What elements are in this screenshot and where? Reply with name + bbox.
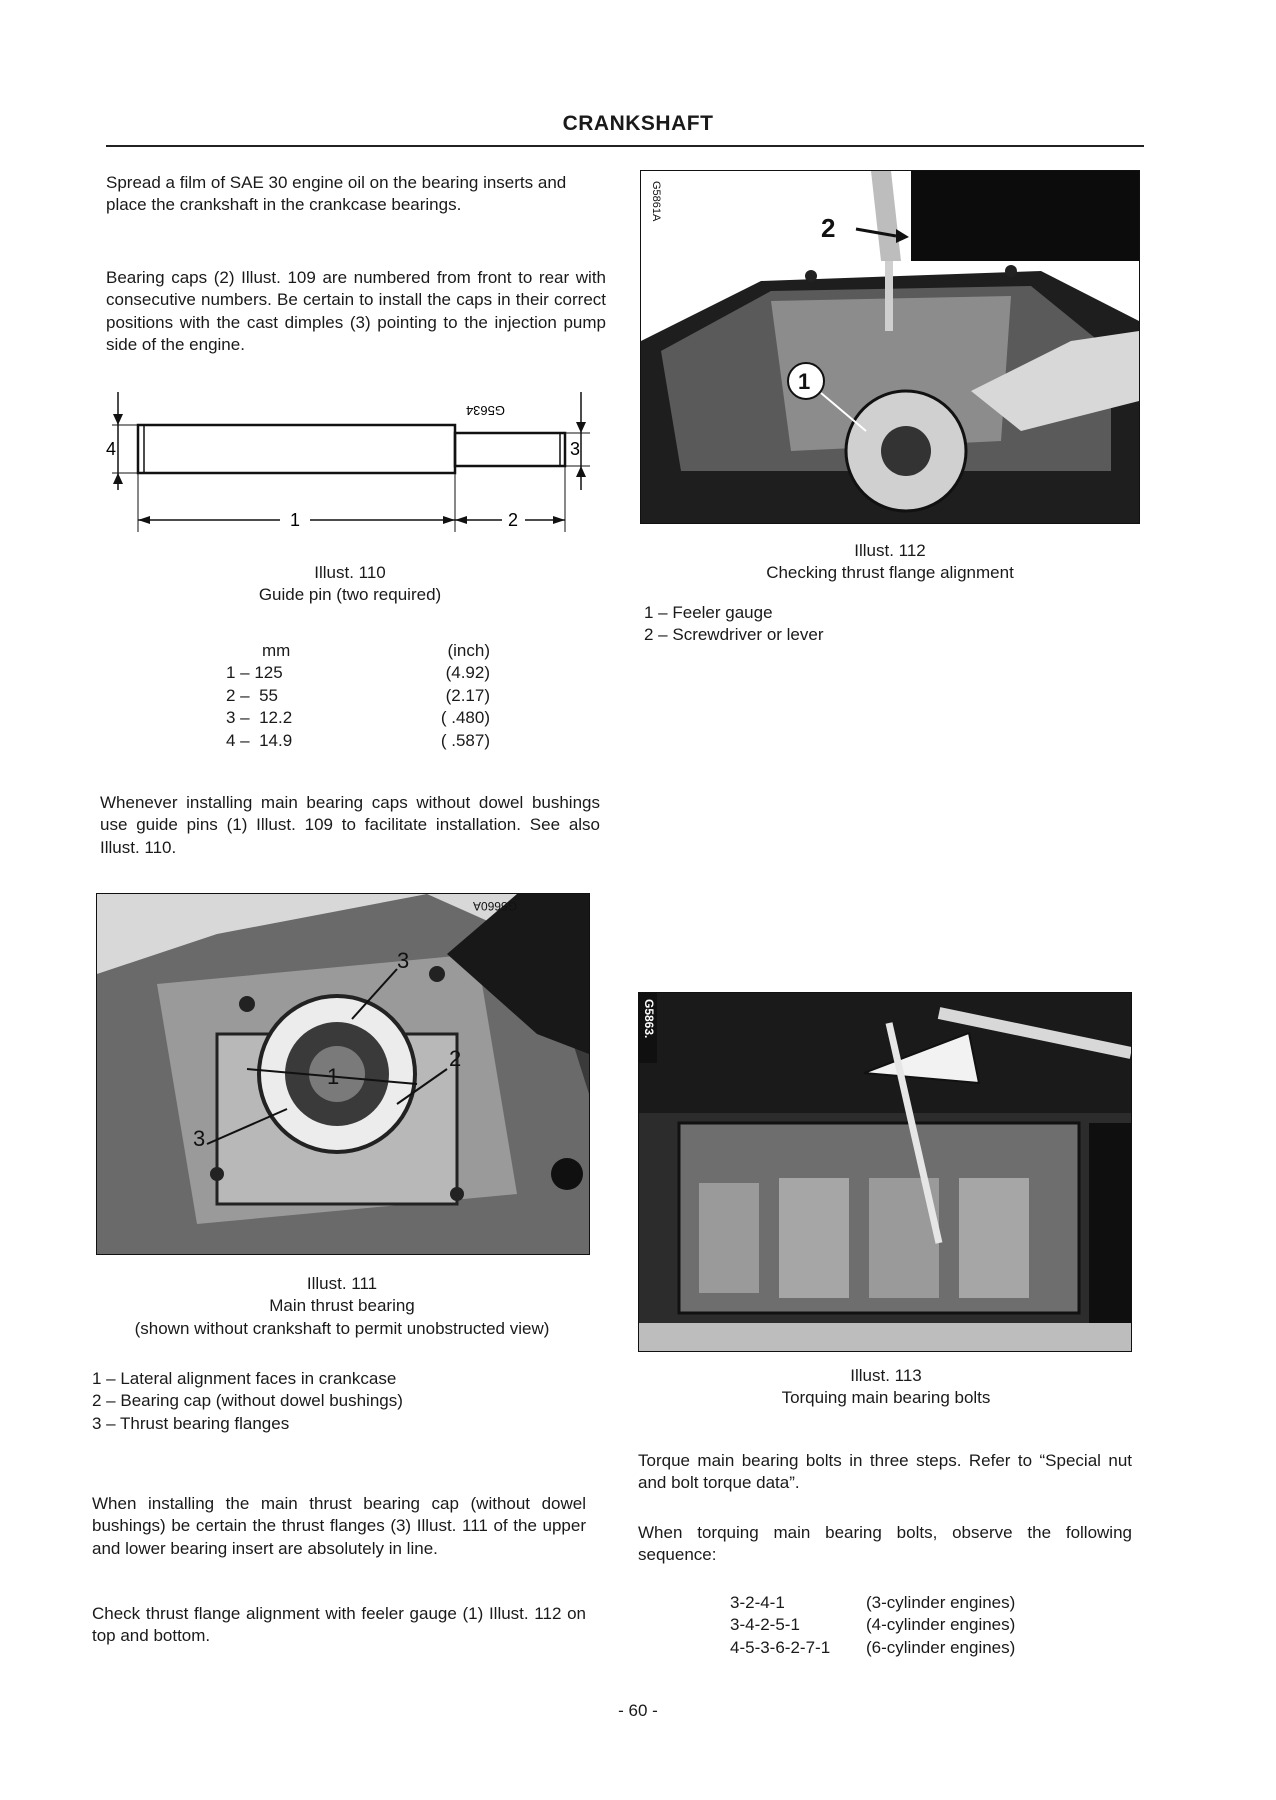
illust-110-number: Illust. 110 (314, 563, 386, 582)
column-header-inch: (inch) (447, 641, 490, 660)
photo-code-113: G5863. (642, 999, 656, 1039)
illust-111-note: (shown without crankshaft to permit unobstructed view) (134, 1318, 550, 1338)
table-row: 4-5-3-6-2-7-1 (6-cylinder engines) (730, 1637, 1016, 1657)
table-row: 4 – 14.9 ( .587) (226, 730, 490, 750)
guide-pin-drawing (100, 382, 600, 540)
illust-112-legend (644, 602, 824, 647)
main-thrust-bearing-photo (96, 893, 590, 1255)
dim-label-2: 2 (508, 510, 519, 530)
callout-3-top: 3 (397, 948, 410, 973)
torque-sequence-table (730, 1592, 1023, 1659)
paragraph-torque-sequence: When torquing main bearing bolts, observe the following sequence: (638, 1523, 1132, 1565)
column-header-mm: mm (262, 641, 291, 660)
illust-113-title: Torquing main bearing bolts (781, 1388, 991, 1408)
callout-2: 2 (821, 213, 836, 243)
dim-label-3: 3 (570, 439, 581, 459)
thrust-flange-alignment-photo (640, 170, 1140, 524)
illust-110-title: Guide pin (two required) (258, 585, 442, 605)
table-row: 3 – 12.2 ( .480) (226, 708, 490, 728)
paragraph-bearing-caps: Bearing caps (2) Illust. 109 are numbered from front to rear with consecutive numbers. Be certain to install the caps in their correct positions with the cast dimples (3) pointing to the injection pump side of the engine. (106, 268, 606, 355)
illust-112-number: Illust. 112 (854, 541, 926, 560)
illust-113-number: Illust. 113 (850, 1366, 922, 1385)
paragraph-thrust-cap: When installing the main thrust bearing cap (without dowel bushings) be certain the thrust flanges (3) Illust. 111 of the upper and lower bearing insert are absolutely in line. (92, 1494, 586, 1558)
illust-111-title: Main thrust bearing (269, 1296, 415, 1316)
callout-1: 1 (798, 369, 811, 394)
paragraph-check-alignment: Check thrust flange alignment with feeler gauge (1) Illust. 112 on top and bottom. (92, 1604, 586, 1646)
legend-item: 1 – Feeler gauge (644, 603, 773, 622)
illust-111-number: Illust. 111 (306, 1274, 378, 1293)
torquing-main-bearing-bolts-photo (638, 992, 1132, 1352)
table-row: 2 – 55 (2.17) (226, 685, 490, 705)
paragraph-torque-steps: Torque main bearing bolts in three steps. Refer to “Special nut and bolt torque data”. (638, 1451, 1132, 1493)
legend-item: 2 – Screwdriver or lever (644, 625, 824, 645)
drawing-code: G5634 (465, 403, 505, 418)
table-row: 3-4-2-5-1 (4-cylinder engines) (730, 1615, 1016, 1635)
callout-3-left: 3 (193, 1126, 206, 1151)
guide-pin-dimensions-table (222, 640, 494, 752)
callout-1: 1 (327, 1064, 340, 1089)
illust-111-legend (92, 1368, 403, 1435)
photo-code-112: G5861A (650, 181, 662, 222)
illust-112-caption (720, 540, 1060, 585)
photo-code-111: G5660A (472, 899, 517, 913)
legend-item: 1 – Lateral alignment faces in crankcase (92, 1369, 397, 1388)
dim-label-4: 4 (106, 439, 117, 459)
paragraph-guide-pins: Whenever installing main bearing caps without dowel bushings use guide pins (1) Illust. 109 to facilitate installation. See also Illust. 110. (100, 793, 600, 857)
table-row: 3-2-4-1 (3-cylinder engines) (730, 1593, 1016, 1612)
legend-item: 2 – Bearing cap (without dowel bushings) (92, 1391, 403, 1411)
callout-2: 2 (449, 1046, 462, 1071)
page-title: CRANKSHAFT (562, 112, 714, 135)
dim-label-1: 1 (290, 510, 301, 530)
illust-111-caption (92, 1273, 592, 1340)
illust-112-title: Checking thrust flange alignment (766, 563, 1014, 583)
illust-113-caption (716, 1365, 1056, 1410)
page-number: - 60 - (618, 1701, 658, 1720)
title-rule (106, 145, 1144, 147)
legend-item: 3 – Thrust bearing flanges (92, 1413, 290, 1433)
illust-110-caption (200, 562, 500, 607)
paragraph-oil-film: Spread a film of SAE 30 engine oil on the bearing inserts and place the crankshaft in the crankcase bearings. (106, 173, 567, 215)
table-row: 1 – 125 (4.92) (226, 663, 490, 683)
